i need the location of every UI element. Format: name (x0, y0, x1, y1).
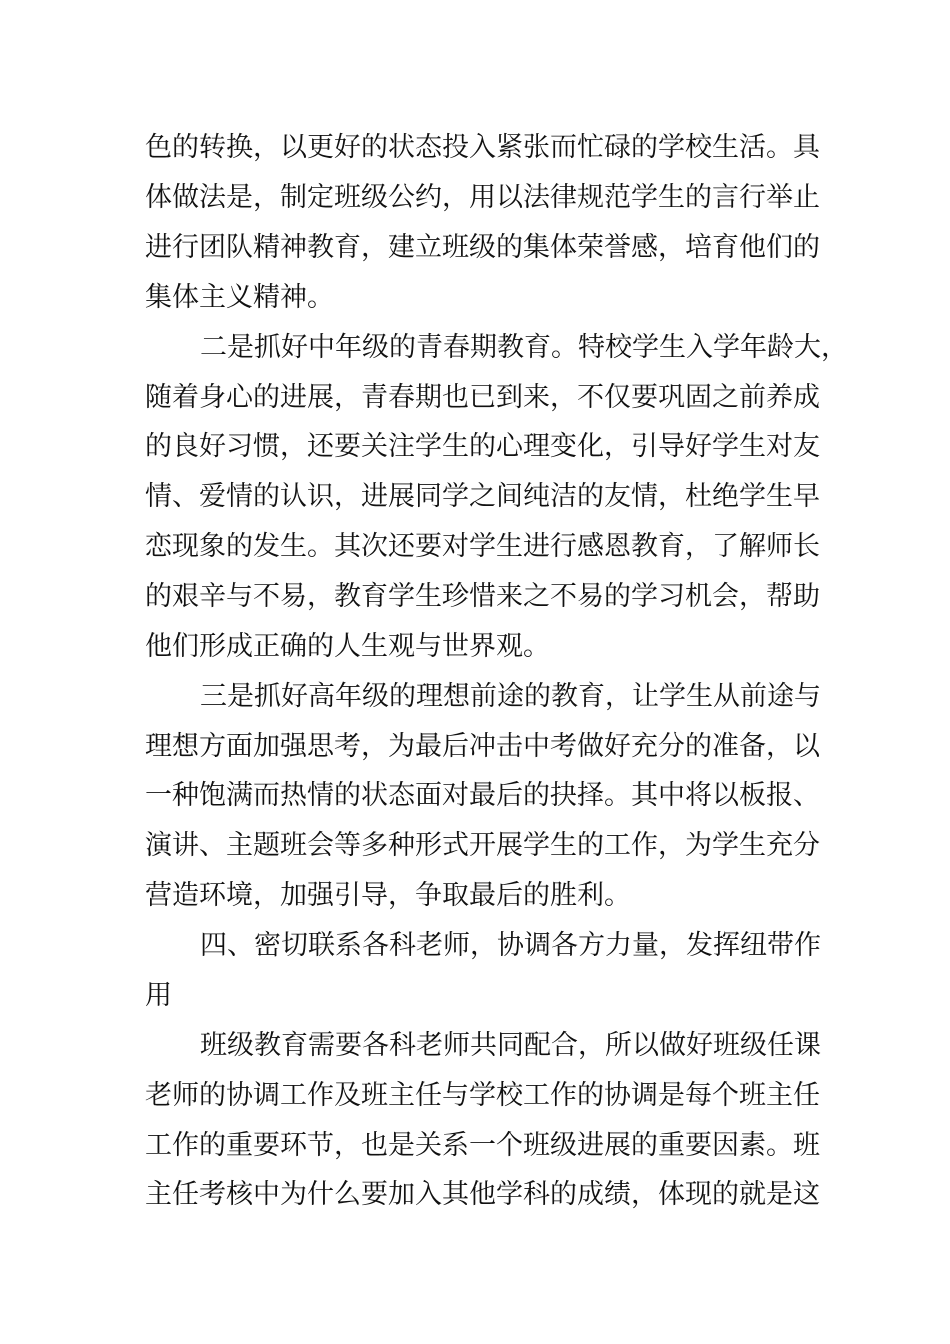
text-line: 随着身心的进展，青春期也已到来，不仅要巩固之前养成 (145, 382, 820, 413)
text-line: 体做法是，制定班级公约，用以法律规范学生的言行举止 (145, 182, 820, 213)
text-line: 演讲、主题班会等多种形式开展学生的工作，为学生充分 (145, 830, 820, 861)
paragraph-first-line: 三是抓好高年级的理想前途的教育，让学生从前途与 (200, 681, 821, 712)
text-line: 理想方面加强思考，为最后冲击中考做好充分的准备，以 (145, 731, 820, 762)
text-line: 恋现象的发生。其次还要对学生进行感恩教育，了解师长 (145, 531, 820, 562)
text-line: 的良好习惯，还要关注学生的心理变化，引导好学生对友 (145, 431, 820, 462)
text-line: 色的转换，以更好的状态投入紧张而忙碌的学校生活。具 (145, 132, 820, 163)
text-line: 老师的协调工作及班主任与学校工作的协调是每个班主任 (145, 1080, 820, 1111)
text-line: 主任考核中为什么要加入其他学科的成绩，体现的就是这 (145, 1179, 820, 1210)
text-line: 一种饱满而热情的状态面对最后的抉择。其中将以板报、 (145, 780, 820, 811)
text-line: 进行团队精神教育，建立班级的集体荣誉感，培育他们的 (145, 232, 820, 263)
paragraph-first-line: 班级教育需要各科老师共同配合，所以做好班级任课 (200, 1030, 821, 1061)
text-line: 情、爱情的认识，进展同学之间纯洁的友情，杜绝学生早 (145, 481, 820, 512)
paragraph-first-line: 二是抓好中年级的青春期教育。特校学生入学年龄大， (200, 332, 848, 363)
text-line: 的艰辛与不易，教育学生珍惜来之不易的学习机会，帮助 (145, 581, 820, 612)
section-heading-continuation: 用 (145, 980, 172, 1011)
text-line: 集体主义精神。 (145, 282, 334, 313)
text-line: 他们形成正确的人生观与世界观。 (145, 631, 550, 662)
section-heading: 四、密切联系各科老师，协调各方力量，发挥纽带作 (200, 930, 821, 961)
text-line: 营造环境，加强引导，争取最后的胜利。 (145, 880, 631, 911)
text-line: 工作的重要环节，也是关系一个班级进展的重要因素。班 (145, 1130, 820, 1161)
